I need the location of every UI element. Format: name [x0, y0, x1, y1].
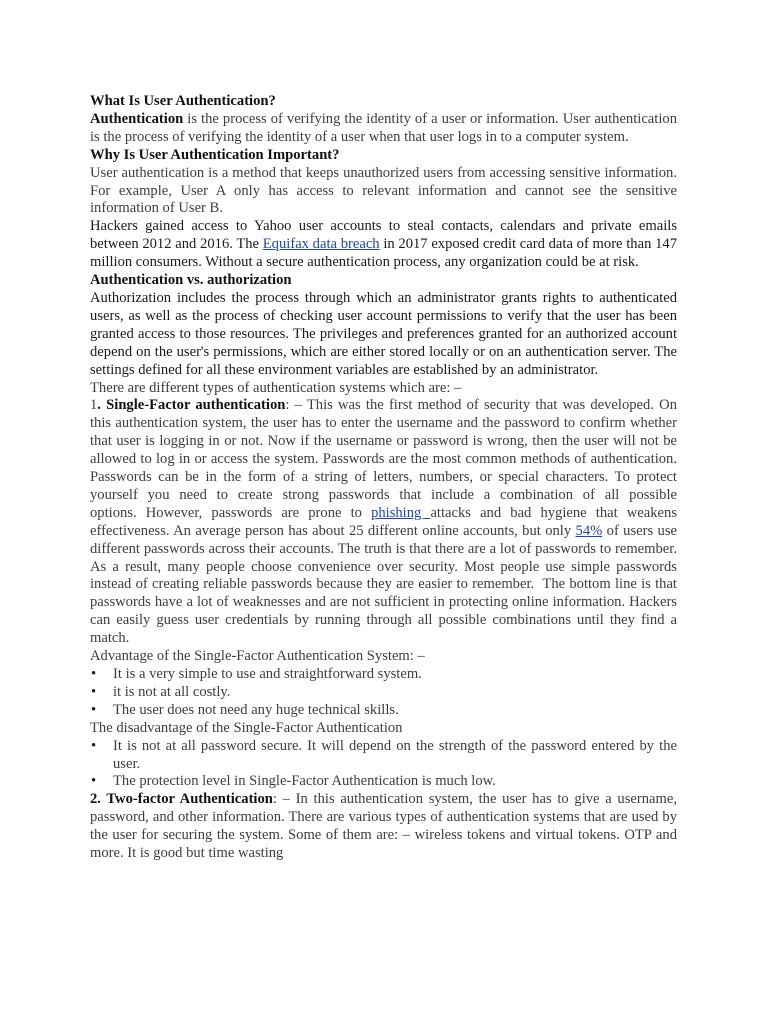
paragraph-authorization: Authorization includes the process through which an administrator grants rights to authenticated users, as well as the process of checking user account permissions to verify that the user has been granted access to those resources. The privileges and preferences granted for an authorized account depend on the user's permissions, which are either stored locally or on an authentication server. The settings defined for all these environment variables are established by an administrator. — [90, 289, 677, 378]
paragraph-importance: User authentication is a method that keeps unauthorized users from accessing sensitive information. For example, User A only has access to relevant information and cannot see the sensitive information of User B. — [90, 164, 677, 217]
advantages-list — [90, 666, 677, 720]
disadvantages-heading: The disadvantage of the Single-Factor Authentication — [90, 719, 403, 736]
paragraph-two-factor: 2. Two-factor Authentication: – In this authentication system, the user has to give a username, password, and other information. There are various types of authentication systems that are used by the user for securing the system. Some of them are: – wireless tokens and virtual tokens. OTP and more. It is good but time wasting — [90, 791, 677, 862]
list-item: • It is a very simple to use and straightforward system. — [113, 666, 677, 684]
heading-what-is-auth: What Is User Authentication? — [90, 93, 276, 109]
advantages-heading: Advantage of the Single-Factor Authentication System: – — [90, 648, 425, 665]
heading-auth-vs-authz: Authentication vs. authorization — [90, 272, 292, 289]
term-single-factor: . Single-Factor authentication — [97, 397, 286, 414]
heading-why-important: Why Is User Authentication Important? — [90, 146, 340, 163]
list-item: • It is not at all password secure. It will depend on the strength of the password entered by the user. — [113, 738, 677, 774]
term-authentication: Authentication — [90, 110, 184, 127]
term-two-factor: 2. Two-factor Authentication — [90, 791, 273, 808]
list-item: • The user does not need any huge technical skills. — [113, 702, 677, 720]
list-item: • The protection level in Single-Factor Authentication is much low. — [113, 773, 677, 791]
paragraph-single-factor: 1. Single-Factor authentication: – This was the first method of security that was developed. On this authentication system, the user has to enter the username and the password to confirm whether that user is logging in or not. Now if the username or password is wrong, then the user will not be allowed to log in or access the system. Passwords are the most common methods of authentication. Passwords can be in the form of a string of letters, numbers, or special characters. To protect yourself you need to create strong passwords that include a combination of all possible options. However, passwords are prone to phishing attacks and bad hygiene that weakens effectiveness. An average person has about 25 different online accounts, but only 54% of users use different passwords across their accounts. The truth is that there are a lot of passwords to remember. As a result, many people choose convenience over security. Most people use simple passwords instead of creating reliable passwords because they are easier to remember. The bottom line is that passwords have a lot of weaknesses and are not sufficient in protecting online information. Hackers can easily guess user credentials by running through all possible combinations until they find a match. — [90, 397, 678, 647]
link-equifax-breach[interactable]: Equifax data breach — [262, 236, 380, 253]
link-54-percent[interactable]: 54% — [575, 522, 603, 539]
disadvantages-list — [90, 738, 677, 792]
link-phishing[interactable]: phishing — [371, 504, 431, 521]
paragraph-types-intro: There are different types of authentication systems which are: – — [90, 379, 462, 396]
paragraph-definition: Authentication is the process of verifying the identity of a user or information. User authentication is the process of verifying the identity of a user when that user logs in to a computer system. — [90, 110, 677, 145]
paragraph-breaches: Hackers gained access to Yahoo user accounts to steal contacts, calendars and private emails between 2012 and 2016. The Equifax data breach in 2017 exposed credit card data of more than 147 million consumers. Without a secure authentication process, any organization could be at risk. — [90, 218, 677, 271]
list-item: • it is not at all costly. — [113, 684, 677, 702]
document-body — [90, 93, 677, 863]
